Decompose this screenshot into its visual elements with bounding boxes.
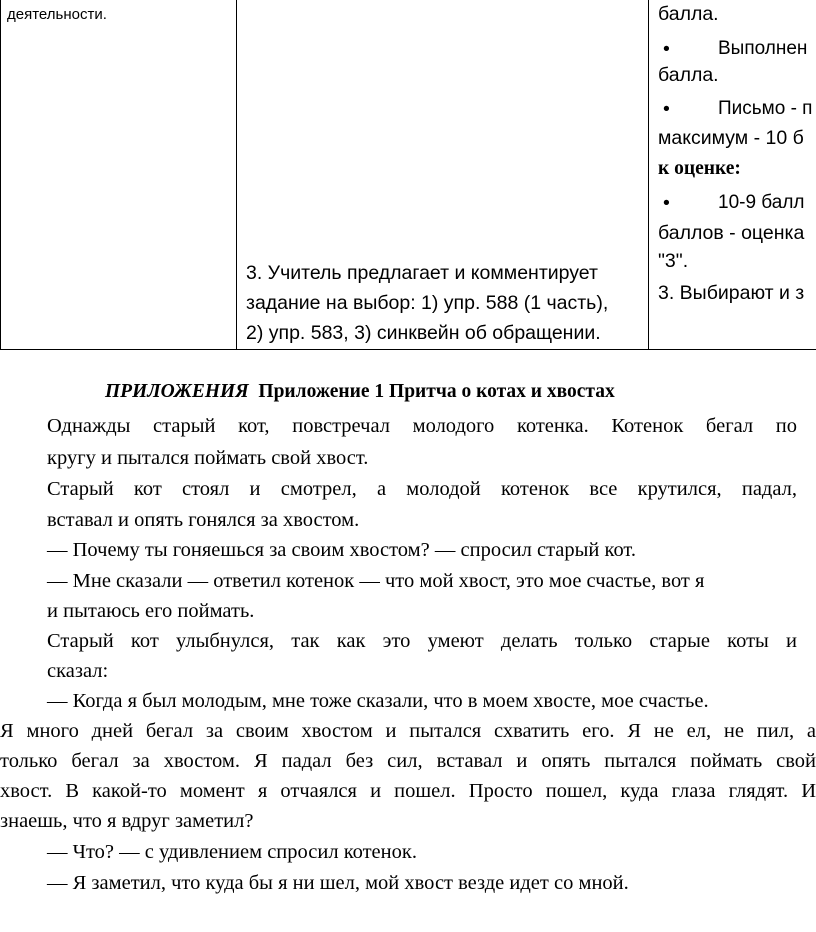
table-border-left — [0, 0, 1, 350]
bullet-icon: • — [663, 192, 670, 214]
paragraph-line: Старый кот улыбнулся, так как это умеют делать только старые коты и — [47, 630, 797, 652]
table-border-bottom — [0, 349, 816, 350]
table-divider-1 — [236, 0, 237, 350]
appendix-title: ПРИЛОЖЕНИЯ — [105, 381, 249, 402]
paragraph-line: — Мне сказали — ответил котенок — что мой хвост, это мое счастье, вот я — [47, 570, 705, 592]
bullet-icon: • — [663, 98, 670, 120]
paragraph-line: Старый кот стоял и смотрел, а молодой котенок все крутился, падал, — [47, 478, 797, 500]
paragraph-line: — Когда я был молодым, мне тоже сказали, что в моем хвосте, мое счастье. — [47, 690, 709, 712]
paragraph-line: сказал: — [47, 660, 109, 682]
grading-line-2: балла. — [658, 64, 719, 86]
grading-line-4: к оценке: — [658, 158, 741, 179]
lesson-table — [0, 0, 816, 350]
paragraph-line: Однажды старый кот, повстречал молодого котенка. Котенок бегал по — [47, 415, 797, 437]
grading-bullet-1: Выполнен — [718, 38, 808, 59]
paragraph-line: Я много дней бегал за своим хвостом и пытался схватить его. Я не ел, не пил, а — [0, 720, 816, 742]
grading-bullet-3: 10-9 балл — [718, 192, 805, 213]
table-cell-activity: деятельности. — [7, 6, 107, 23]
paragraph-line: вставал и опять гонялся за хвостом. — [47, 509, 360, 531]
grading-line-1: балла. — [658, 3, 719, 25]
paragraph-line: — Почему ты гоняешься за своим хвостом? — спросил старый кот. — [47, 539, 636, 561]
table-divider-2 — [648, 0, 649, 350]
paragraph-line: кругу и пытался поймать свой хвост. — [47, 447, 369, 469]
teacher-task-line-1: 3. Учитель предлагает и комментирует — [246, 262, 598, 284]
grading-bullet-2: Письмо - п — [718, 98, 813, 119]
paragraph-line: — Я заметил, что куда бы я ни шел, мой хвост везде идет со мной. — [47, 872, 629, 894]
paragraph-line: хвост. В какой-то момент я отчаялся и пошел. Просто пошел, куда глаза глядят. И — [0, 780, 816, 802]
teacher-task-line-2: задание на выбор: 1) упр. 588 (1 часть), — [246, 292, 609, 314]
bullet-icon: • — [663, 38, 670, 60]
grading-line-3: максимум - 10 б — [658, 127, 804, 149]
appendix-subtitle: Приложение 1 Притча о котах и хвостах — [258, 381, 615, 402]
paragraph-line: — Что? — с удивлением спросил котенок. — [47, 841, 417, 863]
appendix-heading — [105, 381, 615, 403]
paragraph-line: и пытаюсь его поймать. — [47, 600, 255, 622]
grading-line-7: 3. Выбирают и з — [658, 282, 805, 304]
grading-line-6: "3". — [658, 250, 689, 272]
teacher-task-line-3: 2) упр. 583, 3) синквейн об обращении. — [246, 322, 601, 344]
paragraph-line: только бегал за хвостом. Я падал без сил, вставал и опять пытался поймать свой — [0, 750, 816, 772]
grading-line-5: баллов - оценка — [658, 222, 805, 244]
paragraph-line: знаешь, что я вдруг заметил? — [0, 810, 254, 832]
